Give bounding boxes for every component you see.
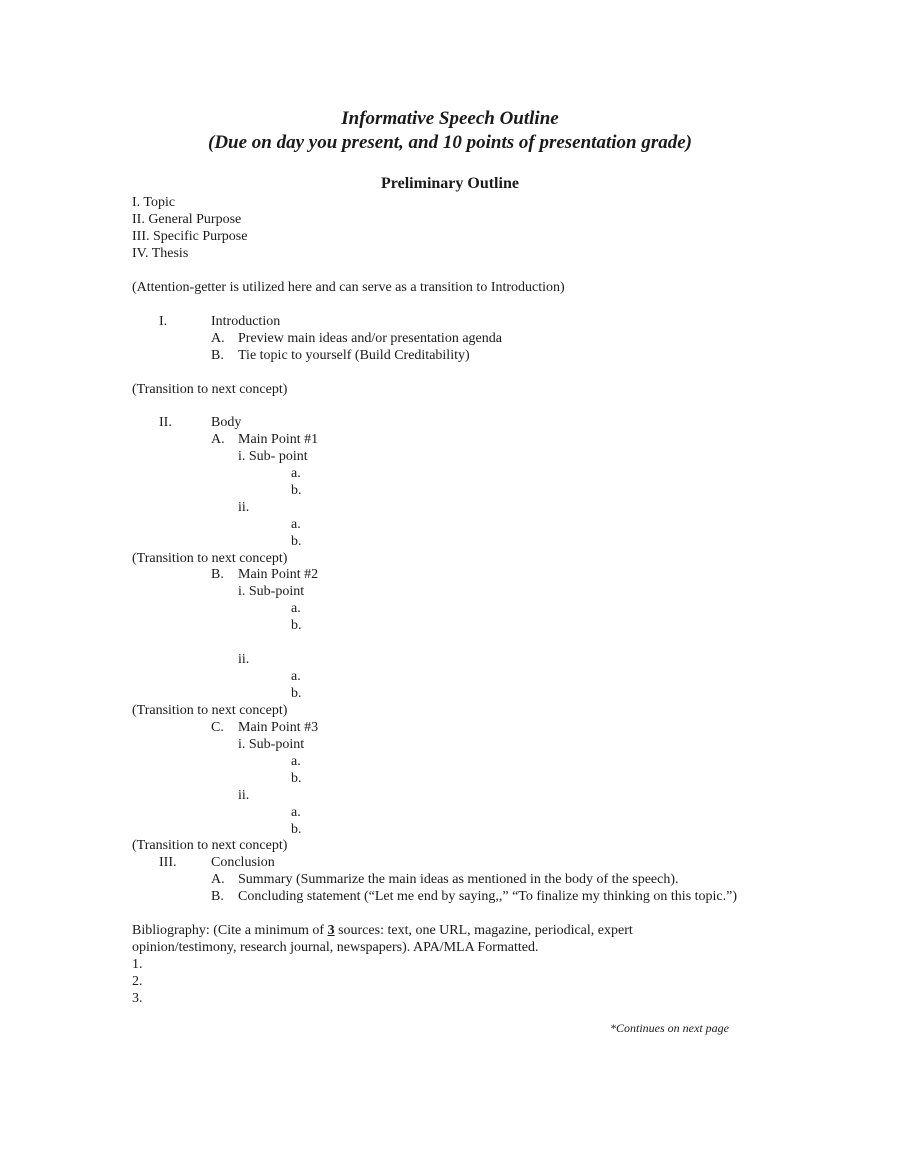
bibliography-line1 xyxy=(132,922,633,939)
mp2-sub1-a: a. xyxy=(291,601,301,616)
mp1-sub1-a: a. xyxy=(291,466,301,481)
mp2-text: Main Point #2 xyxy=(238,567,319,582)
continues-note: *Continues on next page xyxy=(610,1021,729,1035)
mp3-sub1: i. Sub-point xyxy=(238,737,305,752)
conclusion-b-text: Concluding statement (“Let me end by saying,,” “To finalize my thinking on this topic.”) xyxy=(238,889,738,904)
body-label: Body xyxy=(211,415,242,430)
transition-note: (Transition to next concept) xyxy=(132,551,288,566)
prelim-specific-purpose: III. Specific Purpose xyxy=(132,229,248,244)
mp1-sub2-a: a. xyxy=(291,517,301,532)
bibliography-line2: opinion/testimony, research journal, newspapers). APA/MLA Formatted. xyxy=(132,940,539,955)
bibliography-line1-pre: Bibliography: (Cite a minimum of xyxy=(132,923,328,938)
document-subtitle: (Due on day you present, and 10 points of presentation grade) xyxy=(208,132,692,153)
intro-b-text: Tie topic to yourself (Build Creditability) xyxy=(238,348,470,363)
bibliography-min-count: 3 xyxy=(327,923,335,938)
mp1-sub1-b: b. xyxy=(291,483,302,498)
mp1-text: Main Point #1 xyxy=(238,432,319,447)
prelim-thesis: IV. Thesis xyxy=(132,246,189,261)
mp2-letter: B. xyxy=(211,567,224,582)
mp1-sub2-b: b. xyxy=(291,534,302,549)
mp3-sub1-a: a. xyxy=(291,754,301,769)
intro-numeral: I. xyxy=(159,314,168,329)
mp3-sub2-b: b. xyxy=(291,822,302,837)
conclusion-a-text: Summary (Summarize the main ideas as mentioned in the body of the speech). xyxy=(238,872,679,887)
conclusion-b-letter: B. xyxy=(211,889,224,904)
mp2-sub2-b: b. xyxy=(291,686,302,701)
mp3-sub2-a: a. xyxy=(291,805,301,820)
mp1-sub1: i. Sub- point xyxy=(238,449,308,464)
mp3-text: Main Point #3 xyxy=(238,720,319,735)
bibliography-line1-post: sources: text, one URL, magazine, periodical, expert xyxy=(334,923,633,938)
bibliography-item-3: 3. xyxy=(132,991,143,1006)
conclusion-numeral: III. xyxy=(159,855,177,870)
prelim-topic: I. Topic xyxy=(132,195,176,210)
mp2-sub1: i. Sub-point xyxy=(238,584,305,599)
mp2-sub2: ii. xyxy=(238,652,250,667)
conclusion-a-letter: A. xyxy=(211,872,225,887)
document-title: Informative Speech Outline xyxy=(341,108,559,129)
bibliography-item-2: 2. xyxy=(132,974,143,989)
intro-a-letter: A. xyxy=(211,331,225,346)
mp3-letter: C. xyxy=(211,720,224,735)
prelim-general-purpose: II. General Purpose xyxy=(132,212,242,227)
transition-note: (Transition to next concept) xyxy=(132,838,288,853)
mp1-letter: A. xyxy=(211,432,225,447)
mp3-sub1-b: b. xyxy=(291,771,302,786)
section-heading: Preliminary Outline xyxy=(381,175,519,192)
mp3-sub2: ii. xyxy=(238,788,250,803)
transition-note: (Transition to next concept) xyxy=(132,382,288,397)
bibliography-item-1: 1. xyxy=(132,957,143,972)
intro-label: Introduction xyxy=(211,314,281,329)
mp2-sub1-b: b. xyxy=(291,618,302,633)
body-numeral: II. xyxy=(159,415,172,430)
attention-getter-note: (Attention-getter is utilized here and can serve as a transition to Introduction) xyxy=(132,280,565,295)
transition-note: (Transition to next concept) xyxy=(132,703,288,718)
intro-b-letter: B. xyxy=(211,348,224,363)
conclusion-label: Conclusion xyxy=(211,855,275,870)
intro-a-text: Preview main ideas and/or presentation agenda xyxy=(238,331,502,346)
mp2-sub2-a: a. xyxy=(291,669,301,684)
mp1-sub2: ii. xyxy=(238,500,250,515)
